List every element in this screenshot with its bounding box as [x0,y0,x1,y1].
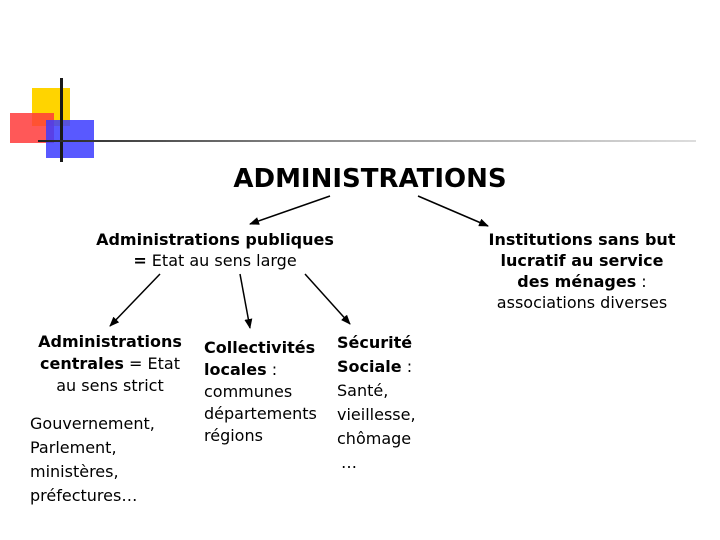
arrow-to-central [110,274,160,326]
list-item: chômage [337,429,412,448]
central-line2 [22,353,198,375]
list-item: régions [204,426,263,445]
arrow-to-securite [305,274,350,324]
collectivites-line2-rest: : [266,360,278,379]
nonprofit-line3-rest: : [636,272,647,291]
list-item: Santé, [337,381,389,400]
nonprofit-line3-bold: des ménages [517,272,637,291]
public-equals: = [133,251,147,270]
central-line2-bold: centrales [40,354,124,373]
securite-line2-rest: : [401,357,413,376]
public-line2-text: Etat au sens large [146,251,297,270]
node-nonprofit-institutions [472,229,692,313]
node-public-administrations [60,229,370,271]
list-item: … [341,453,357,472]
nonprofit-line1: Institutions sans but [488,230,676,249]
collectivites-line2-bold: locales [204,360,267,379]
collectivites-line2 [204,359,334,381]
list-item: communes [204,382,293,401]
node-central-administrations [22,331,198,397]
list-item: préfectures… [30,486,138,505]
arrow-to-nonprofit [418,196,488,226]
list-item: Parlement, [30,438,117,457]
securite-line1: Sécurité [337,333,413,352]
node-securite-sociale [337,331,437,475]
arrow-to-public [250,196,330,224]
diagram-title: ADMINISTRATIONS [233,164,507,194]
node-collectivites-locales [204,337,334,447]
nonprofit-line4: associations diverses [496,293,668,312]
public-line1: Administrations publiques [96,230,334,249]
list-item: ministères, [30,462,119,481]
central-items-list [30,412,200,508]
list-item: Gouvernement, [30,414,155,433]
nonprofit-line2: lucratif au service [500,251,664,270]
nonprofit-line3 [472,271,692,292]
central-line3: au sens strict [56,376,164,395]
list-item: départements [204,404,317,423]
central-line1: Administrations [38,332,182,351]
public-line2 [60,250,370,271]
central-line2-rest: = Etat [123,354,180,373]
arrow-to-collectivites [240,274,250,328]
list-item: vieillesse, [337,405,416,424]
collectivites-line1: Collectivités [204,338,316,357]
securite-line2-bold: Sociale [337,357,402,376]
securite-line2 [337,355,437,379]
